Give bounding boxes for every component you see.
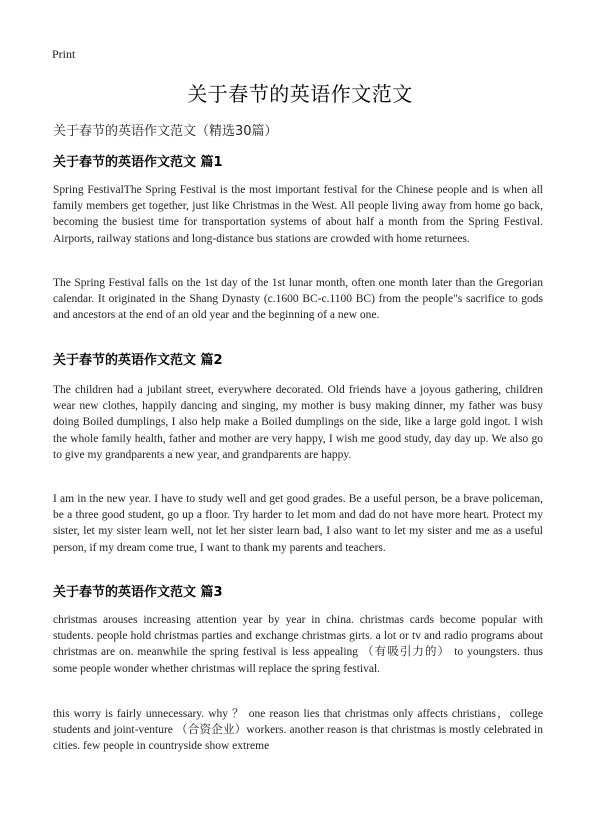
paragraph-3-2: this worry is fairly unnecessary. why ？ one reason lies that christmas only affects christians，college students and joint-venture （合资企业）workers. another reason is that christmas is mostly celebrated in cities. few people in countryside show extreme — [53, 708, 543, 753]
section-heading-3: 关于春节的英语作文范文 篇3 — [53, 585, 223, 600]
section-heading-1: 关于春节的英语作文范文 篇1 — [53, 155, 223, 170]
section-heading-2: 关于春节的英语作文范文 篇2 — [53, 353, 223, 368]
print-label[interactable]: Print — [52, 47, 76, 61]
paragraph-1-2: The Spring Festival falls on the 1st day of the 1st lunar month, often one month later than the Gregorian calendar. It originated in the Shang Dynasty (c.1600 BC-c.1100 BC) from the people"s sacrifice to gods and ancestors at the end of an old year and the beginning of a new one. — [53, 277, 543, 322]
document-subtitle: 关于春节的英语作文范文（精选30篇） — [53, 124, 278, 139]
paragraph-3-1: christmas arouses increasing attention year by year in china. christmas cards become popular with students. people hold christmas parties and exchange christmas girts. a lot or tv and radio programs about christmas are on. meanwhile the spring festival is less appealing （有吸引力的） to youngsters. thus some people wonder whether christmas will replace the spring festival. — [53, 614, 543, 675]
paragraph-2-2: I am in the new year. I have to study well and get good grades. Be a useful person, be a brave policeman, be a three good student, go up a floor. Try harder to let mom and dad do not have more heart. Protect my sister, let my sister learn well, not let her sister learn bad, I also want to let my sister and me as a useful person, if my dream come true, I want to thank my parents and teachers. — [53, 493, 543, 554]
document-title: 关于春节的英语作文范文 — [187, 82, 413, 106]
paragraph-1-1: Spring FestivalThe Spring Festival is the most important festival for the Chinese people and is when all family members get together, just like Christmas in the West. All people living away from home go back, becoming the busiest time for transportation systems of about half a month from the Spring Festival. Airports, railway stations and long-distance bus stations are crowded with home returnees. — [53, 184, 543, 245]
paragraph-2-1: The children had a jubilant street, everywhere decorated. Old friends have a joyous gathering, children wear new clothes, happily dancing and singing, my mother is busy making dinner, my father was busy doing Boiled dumplings, I also help make a Boiled dumplings on the side, like a large gold ingot. I wish the whole family health, father and mother are very happy, I wish me good study, day day up. We also go to give my grandparents a new year, and grandparents are happy. — [53, 384, 543, 461]
